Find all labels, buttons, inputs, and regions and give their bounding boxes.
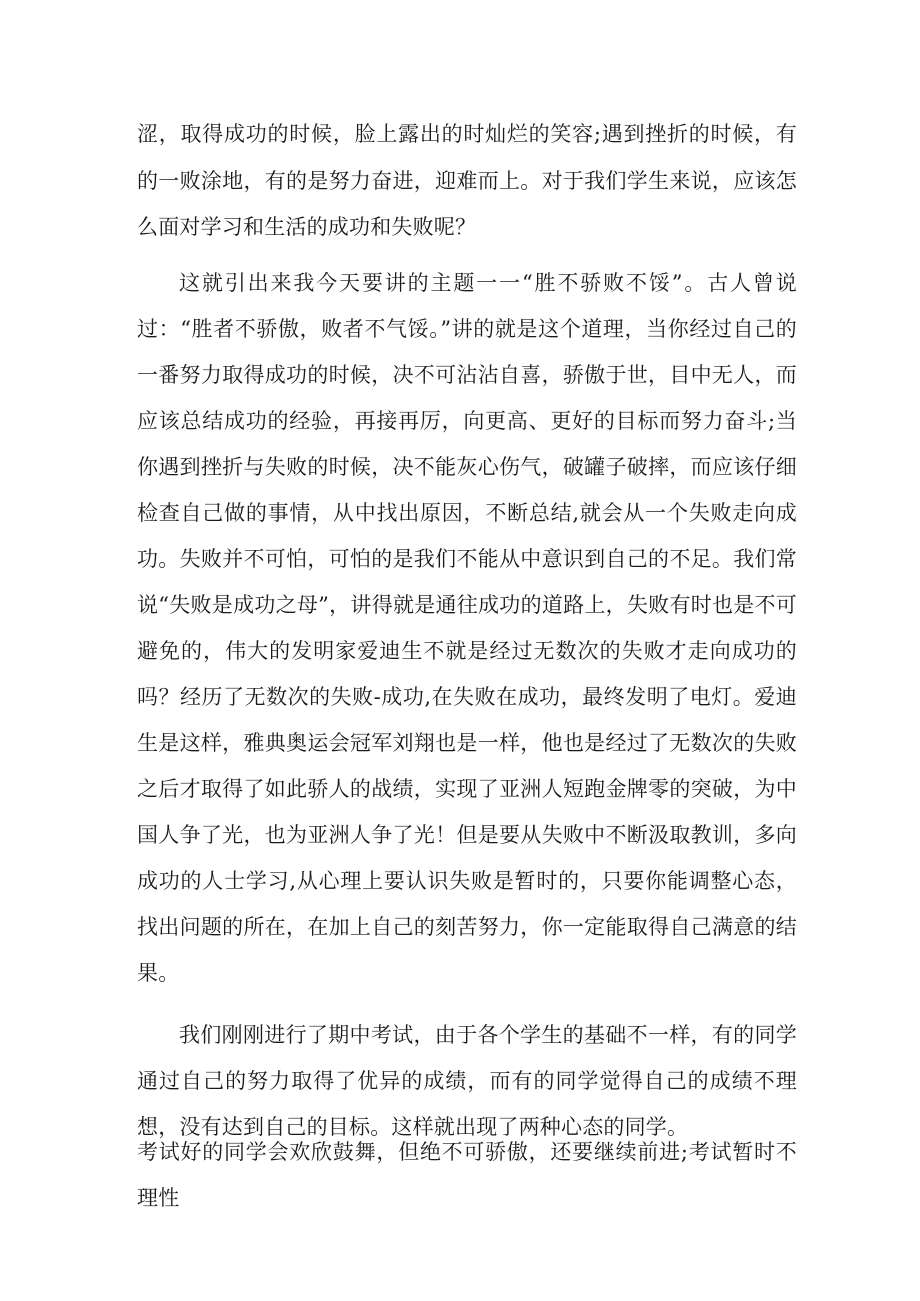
paragraph-exam-results: 考试好的同学会欢欣鼓舞，但绝不可骄傲，还要继续前进;考试暂时不理性 — [137, 1140, 797, 1210]
paragraph-theme: 这就引出来我今天要讲的主题一一“胜不骄败不馁”。古人曾说过：“胜者不骄傲，败者不气馁。”讲的就是这个道理，当你经过自己的一番努力取得成功的时候，决不可沾沾自喜，骄傲于世，目中无人，而应该总结成功的经验，再接再厉，向更高、更好的目标而努力奋斗;当你遇到挫折与失败的时候，决不能灰心伤气，破罐子破摔，而应该仔细检查自己做的事情，从中找出原因，不断总结,就会从一个失败走向成功。失败并不可怕，可怕的是我们不能从中意识到自己的不足。我们常说“失败是成功之母”，讲得就是通往成功的道路上，失败有时也是不可避免的，伟大的发明家爱迪生不就是经过无数次的失败才走向成功的吗？经历了无数次的失败-成功,在失败在成功，最终发明了电灯。爱迪生是这样，雅典奥运会冠军刘翔也是一样，他也是经过了无数次的失败之后才取得了如此骄人的战绩，实现了亚洲人短跑金牌零的突破，为中国人争了光，也为亚洲人争了光！但是要从失败中不断汲取教训，多向成功的人士学习,从心理上要认识失败是暂时的，只要你能调整心态，找出问题的所在，在加上自己的刻苦努力，你一定能取得自己满意的结果。 — [137, 271, 797, 985]
paragraph-continuation: 涩，取得成功的时候，脸上露出的时灿烂的笑容;遇到挫折的时候，有的一败涂地，有的是努力奋进，迎难而上。对于我们学生来说，应该怎么面对学习和生活的成功和失败呢？ — [137, 122, 797, 239]
paragraph-midterm-exam: 我们刚刚进行了期中考试，由于各个学生的基础不一样，有的同学通过自己的努力取得了优异的成绩，而有的同学觉得自己的成绩不理想，没有达到自己的目标。这样就出现了两种心态的同学。 — [137, 1023, 797, 1139]
